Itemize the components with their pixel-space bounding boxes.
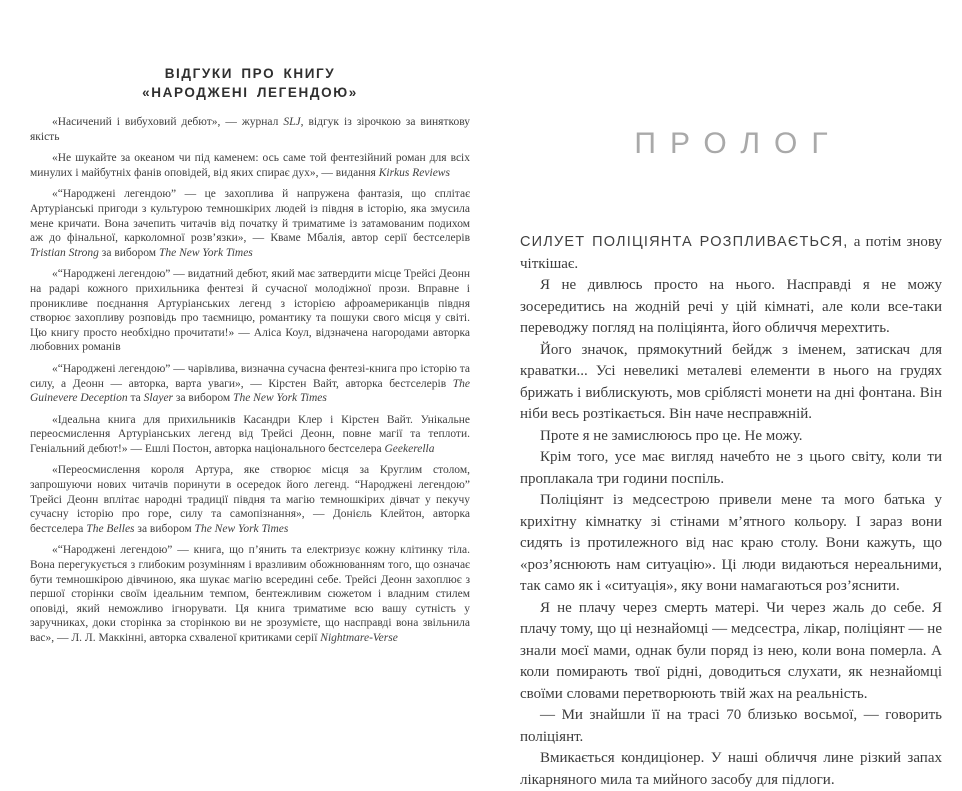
reviews-heading (30, 64, 470, 102)
prologue-paragraph (520, 490, 942, 598)
review-paragraph-segment: за вибором (173, 392, 234, 405)
review-paragraph-segment: The New York Times (233, 392, 327, 405)
reviews-body (30, 115, 470, 646)
prologue-paragraph (520, 340, 942, 426)
prologue-paragraph-segment: Його значок, прямокутний бейдж з іменем, затискач для краватки... Усі невеликі металеві елементи в нього на грудях брижать і виблискують, мов сріблясті монети на дні фонтана. Він ніби весь розтікається. Він наче несправжній. (520, 341, 942, 422)
prologue-paragraph (520, 748, 942, 791)
review-paragraph-segment: «“Народжені легендою” — видатний дебют, який має затвердити місце Трейсі Деонн на радарі кожного прихильника фентезі й сучасної молодіжної прози. Вправне і проникливе поєднання Артуріанських легенд з історією афроамериканців півдня створює захопливу розповідь про таємницю, романтику та пошуки свого місця у світі. Цю книгу просто необхідно прочитати!» — Аліса Коул, відзначена нагородами авторка любовних романів (30, 268, 470, 354)
prologue-paragraph-segment: — Ми знайшли її на трасі 70 близько восьмої, — говорить поліціянт. (520, 707, 942, 745)
review-paragraph-segment: , відгук із зірочкою за виняткову якість (30, 116, 471, 143)
review-paragraph-segment: «“Народжені легендою” — книга, що п’янить та електризує кожну клітинку тіла. Вона перегукується з глибоким розумінням і вразливим обожнюванням того, що означає бути темношкірою дівчиною, яка шукає магію всередині себе. Трейсі Деонн захоплює з першої сторінки своїм ідеальним темпом, бентежливим сюжетом і владним стилем оповіді, який неможливо ігнорувати. Ця книга триматиме всю вашу сутність у заручниках, доки сторінка за сторінкою ви не зрозумієте, що насправді вона звільнила вас», — Л. Л. Маккінні, авторка схваленої критиками серії (30, 544, 470, 644)
prologue-paragraph-segment: Проте я не замислююсь про це. Не можу. (540, 427, 803, 444)
review-paragraph-segment: Geekerella (384, 442, 435, 455)
prologue-paragraph (520, 598, 942, 706)
review-paragraph-segment: SLJ (283, 116, 301, 128)
review-paragraph-segment: The New York Times (194, 522, 289, 535)
review-paragraph (30, 413, 470, 457)
prologue-paragraph-segment: Я не плачу через смерть матері. Чи через жаль до себе. Я плачу тому, що ці незнайомці — медсестра, лікар, поліціянт — не знали моєї мами, однак були поряд із нею, коли вона померла. А коли помирають твої рідні, доводиться слухати, як незнайомці своїми словами перетворюють твій жах на реальність. (520, 599, 942, 702)
reviews-heading-line-2: «НАРОДЖЕНІ ЛЕГЕНДОЮ» (142, 85, 358, 100)
review-paragraph-segment: «“Народжені легендою” — чарівлива, визначна сучасна фентезі-книга про історію та силу, а Деонн — авторка, варта уваги», — Кірстен Вайт, авторка бестселерів (30, 362, 470, 390)
review-paragraph-segment: Kirkus Reviews (378, 166, 450, 179)
review-paragraph-segment: The Belles (86, 522, 135, 535)
prologue-body (520, 232, 942, 791)
prologue-paragraph (520, 232, 942, 275)
review-paragraph-segment: «“Народжені легендою” — це захоплива й напружена фантазія, що сплітає Артуріанські пригоди з культурою темношкірих людей із півдня в історію, яка змусила мене кричати. Вона зачепить читачів від початку й триматиме із затамованим подихом аж до фінальної, карколомної розв’язки», — Кваме Мбалія, автор серії бестселерів (30, 188, 470, 245)
prologue-paragraph (520, 275, 942, 340)
left-page (30, 0, 470, 700)
review-paragraph-segment: за вибором (98, 246, 159, 259)
review-paragraph-segment: Nightmare-Verse (320, 632, 398, 644)
review-paragraph (30, 267, 470, 355)
review-paragraph (30, 187, 470, 260)
right-page (520, 0, 942, 788)
review-paragraph-segment: The Guinevere Deception (30, 377, 470, 405)
prologue-paragraph-segment: а потім знову чіткішає. (520, 234, 942, 272)
chapter-title: ПРОЛОГ (634, 127, 842, 160)
prologue-paragraph-segment: Поліціянт із медсестрою привели мене та мого батька у крихітну кімнатку зі стінами м’ятного кольору. І зараз вони сидять із протилежного від нас краю столу. Вони кажуть, що «роз’яснюють нам ситуацію». Ці люди видаються нереальними, так само як і «ситуація», яку вони намагаються роз’яснити. (520, 492, 942, 594)
review-paragraph-segment: The New York Times (158, 246, 253, 259)
review-paragraph-segment: Tristian Strong (30, 246, 99, 259)
review-paragraph (30, 463, 470, 536)
prologue-paragraph-segment: Крім того, усе має вигляд начебто не з цього світу, коли ти проплакала три години поспіль. (520, 449, 942, 487)
prologue-paragraph (520, 447, 942, 490)
review-paragraph-segment: та (127, 392, 144, 405)
review-paragraph-segment: за вибором (134, 522, 195, 535)
prologue-paragraph-segment: Вмикається кондиціонер. У наші обличчя лине різкий запах лікарняного мила та мийного засобу для підлоги. (520, 750, 942, 788)
review-paragraph-segment: «Ідеальна книга для прихильників Касандри Клер і Кірстен Вайт. Унікальне переосмислення Артуріанських легенд від Трейсі Деонн, повне магії та теплоти. Геніальний дебют!» — Ешлі Постон, авторка національного бестселера (30, 413, 470, 455)
prologue-paragraph (520, 426, 942, 448)
reviews-heading-line-1: ВІДГУКИ ПРО КНИГУ (164, 66, 336, 81)
review-paragraph (30, 151, 470, 180)
review-paragraph-segment: Slayer (143, 392, 174, 405)
review-paragraph (30, 543, 470, 645)
review-paragraph-segment: «Переосмислення короля Артура, яке створює місця за Круглим столом, запрошуючи нових читачів поринути в осередок його легенд. “Народжені легендою” Трейсі Деонн вплітає народні традиції півдня та магію темношкірих дівчат у пекучу сучасну історію про горе, силу та самопізнання», — Донієль Клейтон, авторка бестселера (30, 464, 470, 535)
review-paragraph-segment: «Не шукайте за океаном чи під каменем: ось саме той фентезійний роман для всіх минулих і майбутніх фанів оповідей, від яких спирає дух», — видання (30, 152, 470, 179)
prologue-paragraph (520, 705, 942, 748)
prologue-paragraph-segment: СИЛУЕТ ПОЛІЦІЯНТА РОЗПЛИВАЄТЬСЯ, (520, 234, 849, 250)
review-paragraph (30, 362, 470, 406)
review-paragraph (30, 115, 470, 144)
prologue-paragraph-segment: Я не дивлюсь просто на нього. Насправді я не можу зосередитись на жодній речі у цій кімнаті, але коли все-таки переводжу погляд на поліціянта, його обличчя мерехтить. (520, 277, 942, 336)
review-paragraph-segment: «Насичений і вибуховий дебют», — журнал (52, 116, 284, 128)
